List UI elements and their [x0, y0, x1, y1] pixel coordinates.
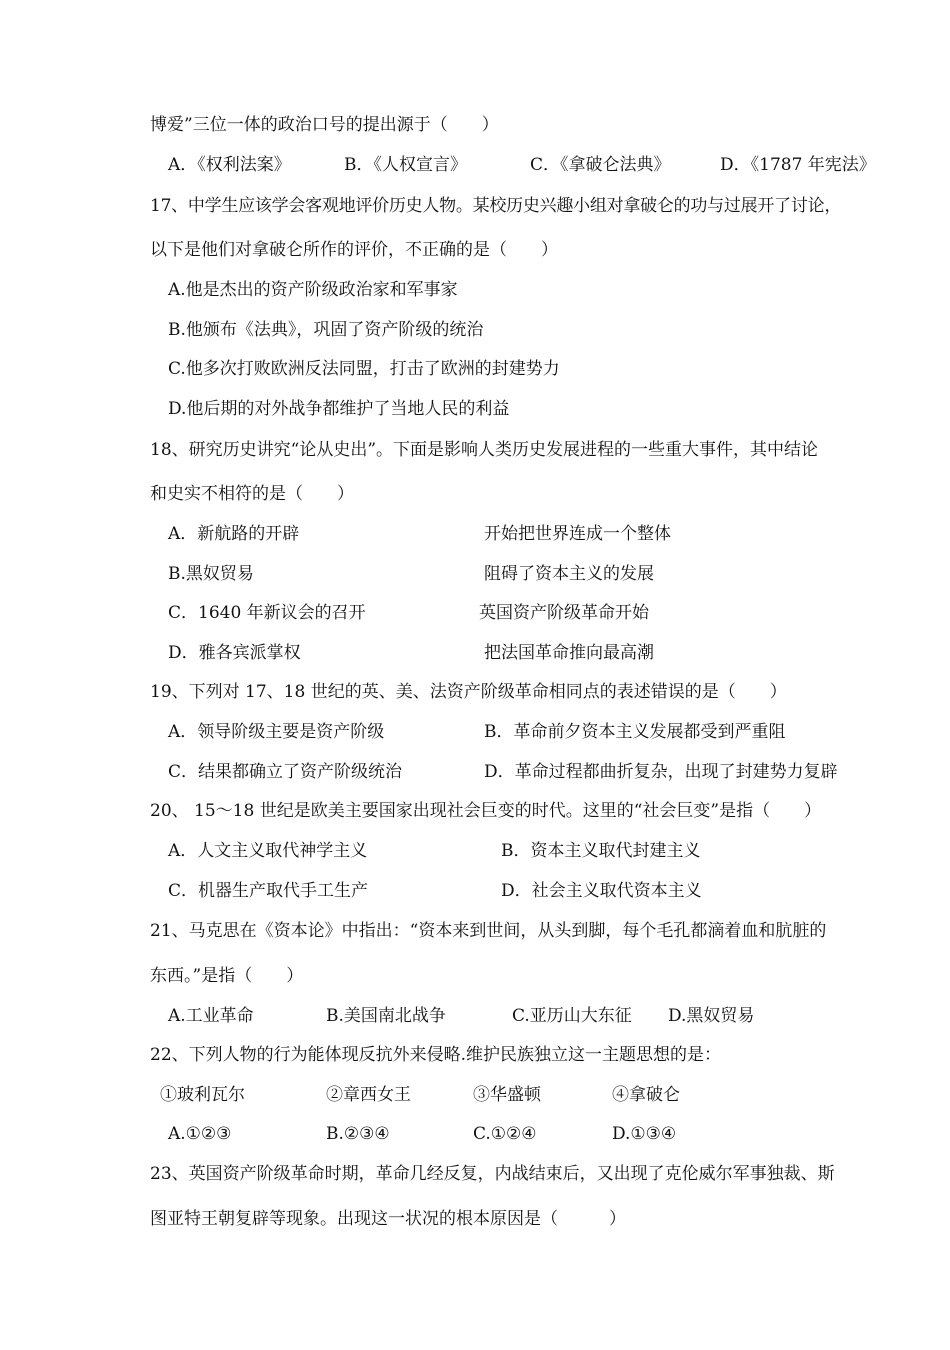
q19-option-a: A．领导阶级主要是资产阶级: [168, 722, 385, 742]
q22-option-b: B.②③④: [326, 1124, 390, 1144]
q18-row-d-conclusion: 把法国革命推向最高潮: [484, 643, 654, 663]
q21-stem-line1: 21、马克思在《资本论》中指出：“资本来到世间，从头到脚，每个毛孔都滴着血和肮脏的: [150, 921, 827, 941]
q18-row-b-conclusion: 阻碍了资本主义的发展: [484, 564, 654, 584]
q20-option-c: C．机器生产取代手工生产: [168, 881, 369, 901]
q21-stem-line2: 东西。”是指（ ）: [150, 966, 304, 986]
q23-stem-line2: 图亚特王朝复辟等现象。出现这一状况的根本原因是（ ）: [150, 1209, 626, 1229]
q16-stem-continuation: 博爱”三位一体的政治口号的提出源于（ ）: [150, 115, 499, 135]
q21-option-b: B.美国南北战争: [326, 1006, 446, 1026]
q18-row-a-conclusion: 开始把世界连成一个整体: [484, 524, 671, 544]
q18-row-a-event: A．新航路的开辟: [168, 524, 300, 544]
q18-row-d-event: D．雅各宾派掌权: [168, 643, 301, 663]
q16-option-c: C．《拿破仑法典》: [530, 155, 671, 175]
q19-option-d: D．革命过程都曲折复杂，出现了封建势力复辟: [484, 762, 838, 782]
q22-item-3: ③华盛顿: [473, 1085, 541, 1105]
q22-item-2: ②章西女王: [326, 1085, 411, 1105]
q17-stem-line2: 以下是他们对拿破仑所作的评价，不正确的是（ ）: [150, 240, 558, 260]
q22-stem: 22、下列人物的行为能体现反抗外来侵略.维护民族独立这一主题思想的是：: [150, 1045, 722, 1065]
q19-option-b: B．革命前夕资本主义发展都受到严重阻: [484, 722, 786, 742]
q22-item-4: ④拿破仑: [612, 1085, 680, 1105]
q17-option-a: A.他是杰出的资产阶级政治家和军事家: [168, 280, 458, 300]
q21-option-a: A.工业革命: [168, 1006, 254, 1026]
q18-row-b-event: B.黑奴贸易: [168, 564, 254, 584]
q20-stem: 20、 15～18 世纪是欧美主要国家出现社会巨变的时代。这里的“社会巨变”是指（ ）: [150, 801, 822, 821]
q22-option-d: D.①③④: [612, 1124, 677, 1144]
q22-item-1: ①玻利瓦尔: [160, 1085, 245, 1105]
q16-option-d: D．《1787 年宪法》: [720, 155, 876, 175]
q18-row-c-event: C．1640 年新议会的召开: [168, 603, 366, 623]
q19-stem: 19、下列对 17、18 世纪的英、美、法资产阶级革命相同点的表述错误的是（ ）: [150, 682, 787, 702]
q17-option-b: B.他颁布《法典》，巩固了资产阶级的统治: [168, 320, 484, 340]
q16-option-a: A．《权利法案》: [168, 155, 291, 175]
q18-stem-line2: 和史实不相符的是（ ）: [150, 484, 354, 504]
q22-option-a: A.①②③: [168, 1124, 232, 1144]
q16-option-b: B．《人权宣言》: [344, 155, 467, 175]
q18-row-c-conclusion: 英国资产阶级革命开始: [479, 603, 649, 623]
q19-option-c: C．结果都确立了资产阶级统治: [168, 762, 403, 782]
q21-option-d: D.黑奴贸易: [668, 1006, 755, 1026]
q21-option-c: C.亚历山大东征: [512, 1006, 632, 1026]
q17-option-d: D.他后期的对外战争都维护了当地人民的利益: [168, 399, 510, 419]
q22-option-c: C.①②④: [473, 1124, 537, 1144]
q23-stem-line1: 23、英国资产阶级革命时期，革命几经反复，内战结束后，又出现了克伦威尔军事独裁、斯: [150, 1164, 835, 1184]
q20-option-a: A．人文主义取代神学主义: [168, 841, 368, 861]
q18-stem-line1: 18、研究历史讲究“论从史出”。下面是影响人类历史发展进程的一些重大事件，其中结论: [150, 440, 819, 460]
q20-option-d: D．社会主义取代资本主义: [501, 881, 702, 901]
q17-stem-line1: 17、中学生应该学会客观地评价历史人物。某校历史兴趣小组对拿破仑的功与过展开了讨论，: [150, 196, 842, 216]
q17-option-c: C.他多次打败欧洲反法同盟，打击了欧洲的封建势力: [168, 359, 560, 379]
q20-option-b: B．资本主义取代封建主义: [501, 841, 701, 861]
